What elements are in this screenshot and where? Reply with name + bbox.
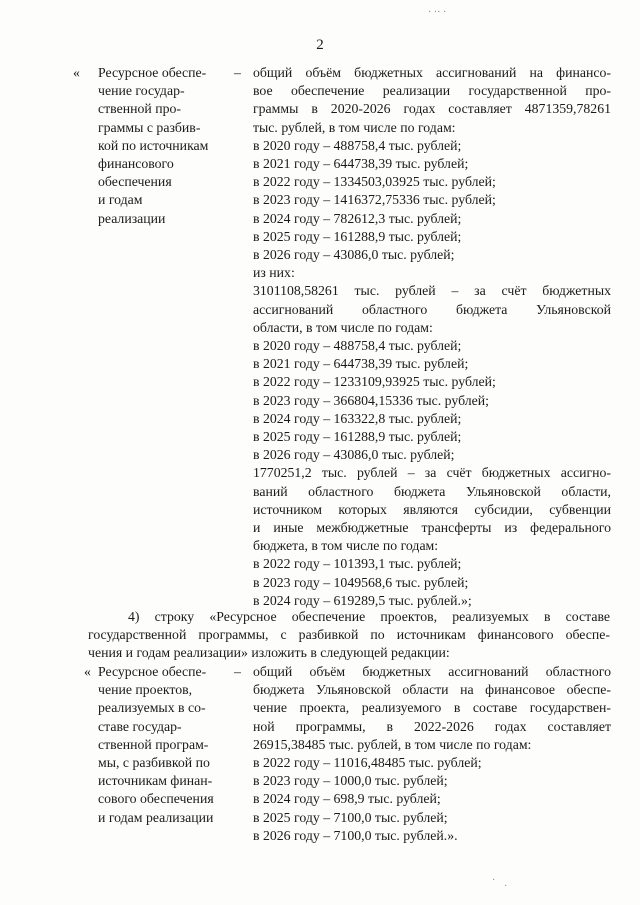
year-line: в 2026 году – 43086,0 тыс. рублей; xyxy=(253,447,455,463)
open-quote-2: « xyxy=(84,664,91,679)
federal-intro-line: бюджета, в том числе по годам: xyxy=(253,538,439,554)
label-line: кой по источникам xyxy=(98,137,209,153)
year-line: в 2021 году – 644738,39 тыс. рублей; xyxy=(253,156,469,172)
regional-intro-line: ассигнований областного бюджета Ульяновской xyxy=(253,301,611,317)
year-line: в 2023 году – 1416372,75336 тыс. рублей; xyxy=(253,192,496,208)
dash-1: – xyxy=(234,65,241,80)
year-line: в 2024 году – 619289,5 тыс. рублей.»; xyxy=(253,592,472,608)
label-line: источникам финан- xyxy=(98,773,213,789)
federal-intro-line: источником которых являются субсидии, субвенции xyxy=(253,501,611,517)
federal-intro-line: и иные межбюджетные трансферты из федерального xyxy=(253,520,611,536)
year-line: в 2026 году – 7100,0 тыс. рублей.». xyxy=(253,827,458,843)
label-line: ственной програм- xyxy=(98,736,209,752)
year-line: в 2022 году – 1233109,93925 тыс. рублей; xyxy=(253,374,496,390)
label-line: Ресурсное обеспе- xyxy=(98,65,207,80)
regional-intro-line: 3101108,58261 тыс. рублей – за счёт бюджетных xyxy=(253,283,611,299)
federal-intro-line: ваний областного бюджета Ульяновской области, xyxy=(253,483,611,499)
intro-line: общий объём бюджетных ассигнований на финансо- xyxy=(253,65,611,80)
year-line: в 2023 году – 1000,0 тыс. рублей; xyxy=(253,773,448,789)
label-line: мы, с разбивкой по xyxy=(98,755,210,771)
label-line: реализуемых в со- xyxy=(98,700,206,716)
intro-line: общий объём бюджетных ассигнований областного xyxy=(253,664,611,679)
label-line: ственной про- xyxy=(98,101,181,117)
of-them-line: из них: xyxy=(253,265,295,281)
year-line: в 2025 году – 161288,9 тыс. рублей; xyxy=(253,228,462,244)
paragraph-line: государственной программы, с разбивкой по источникам финансового обеспе- xyxy=(88,627,610,643)
label-line: и годам xyxy=(98,192,143,208)
intro-line: тыс. рублей, в том числе по годам: xyxy=(253,119,456,135)
year-line: в 2020 году – 488758,4 тыс. рублей; xyxy=(253,137,462,153)
label-line: ставе государ- xyxy=(98,718,182,734)
label-line: Ресурсное обеспе- xyxy=(98,664,207,679)
year-line: в 2024 году – 782612,3 тыс. рублей; xyxy=(253,210,462,226)
scan-speck: · xyxy=(504,881,508,892)
year-line: в 2020 году – 488758,4 тыс. рублей; xyxy=(253,338,462,354)
year-line: в 2023 году – 1049568,6 тыс. рублей; xyxy=(253,574,469,590)
open-quote-1: « xyxy=(73,65,80,80)
year-line: в 2024 году – 698,9 тыс. рублей; xyxy=(253,791,441,807)
scan-speck: · xyxy=(492,875,496,886)
label-line: чение государ- xyxy=(98,83,185,99)
year-line: в 2021 году – 644738,39 тыс. рублей; xyxy=(253,356,469,372)
section2-left-label xyxy=(98,663,248,827)
year-line: в 2025 году – 161288,9 тыс. рублей; xyxy=(253,429,462,445)
year-line: в 2022 году – 101393,1 тыс. рублей; xyxy=(253,556,462,572)
item4-paragraph xyxy=(88,608,610,663)
year-line: в 2022 году – 11016,48485 тыс. рублей; xyxy=(253,755,482,771)
section2-right-text xyxy=(253,663,611,845)
label-line: реализации xyxy=(98,210,166,226)
regional-intro-line: области, в том числе по годам: xyxy=(253,319,433,335)
federal-intro-line: 1770251,2 тыс. рублей – за счёт бюджетных ассигно- xyxy=(253,465,611,481)
label-line: граммы с разбив- xyxy=(98,119,201,135)
paragraph-line: 4) строку «Ресурсное обеспечение проектов, реализуемых в составе xyxy=(128,609,610,624)
paragraph-line: чения и годам реализации» изложить в следующей редакции: xyxy=(88,645,450,661)
intro-line: 26915,38485 тыс. рублей, в том числе по годам: xyxy=(253,736,532,752)
dash-2: – xyxy=(234,664,241,679)
year-line: в 2026 году – 43086,0 тыс. рублей; xyxy=(253,247,455,263)
label-line: финансового xyxy=(98,156,174,172)
intro-line: вое обеспечение реализации государственной про- xyxy=(253,83,611,99)
scan-speck: · ·· · xyxy=(428,7,447,18)
year-line: в 2024 году – 163322,8 тыс. рублей; xyxy=(253,410,462,426)
label-line: сового обеспечения xyxy=(98,791,214,807)
label-line: и годам реализации xyxy=(98,809,214,825)
label-line: обеспечения xyxy=(98,174,172,190)
intro-line: граммы в 2020-2026 годах составляет 4871359,78261 xyxy=(253,101,611,117)
page-number: 2 xyxy=(316,37,324,53)
intro-line: чение проекта, реализуемого в составе государствен- xyxy=(253,700,611,716)
year-line: в 2022 году – 1334503,03925 тыс. рублей; xyxy=(253,174,496,190)
intro-line: ной программы, в 2022-2026 годах составляет xyxy=(253,718,611,734)
section1-left-label xyxy=(98,64,248,228)
intro-line: бюджета Ульяновской области на финансовое обеспе- xyxy=(253,682,611,698)
year-line: в 2023 году – 366804,15336 тыс. рублей; xyxy=(253,392,489,408)
year-line: в 2025 году – 7100,0 тыс. рублей; xyxy=(253,809,448,825)
label-line: чение проектов, xyxy=(98,682,193,698)
section1-right-text xyxy=(253,64,611,610)
